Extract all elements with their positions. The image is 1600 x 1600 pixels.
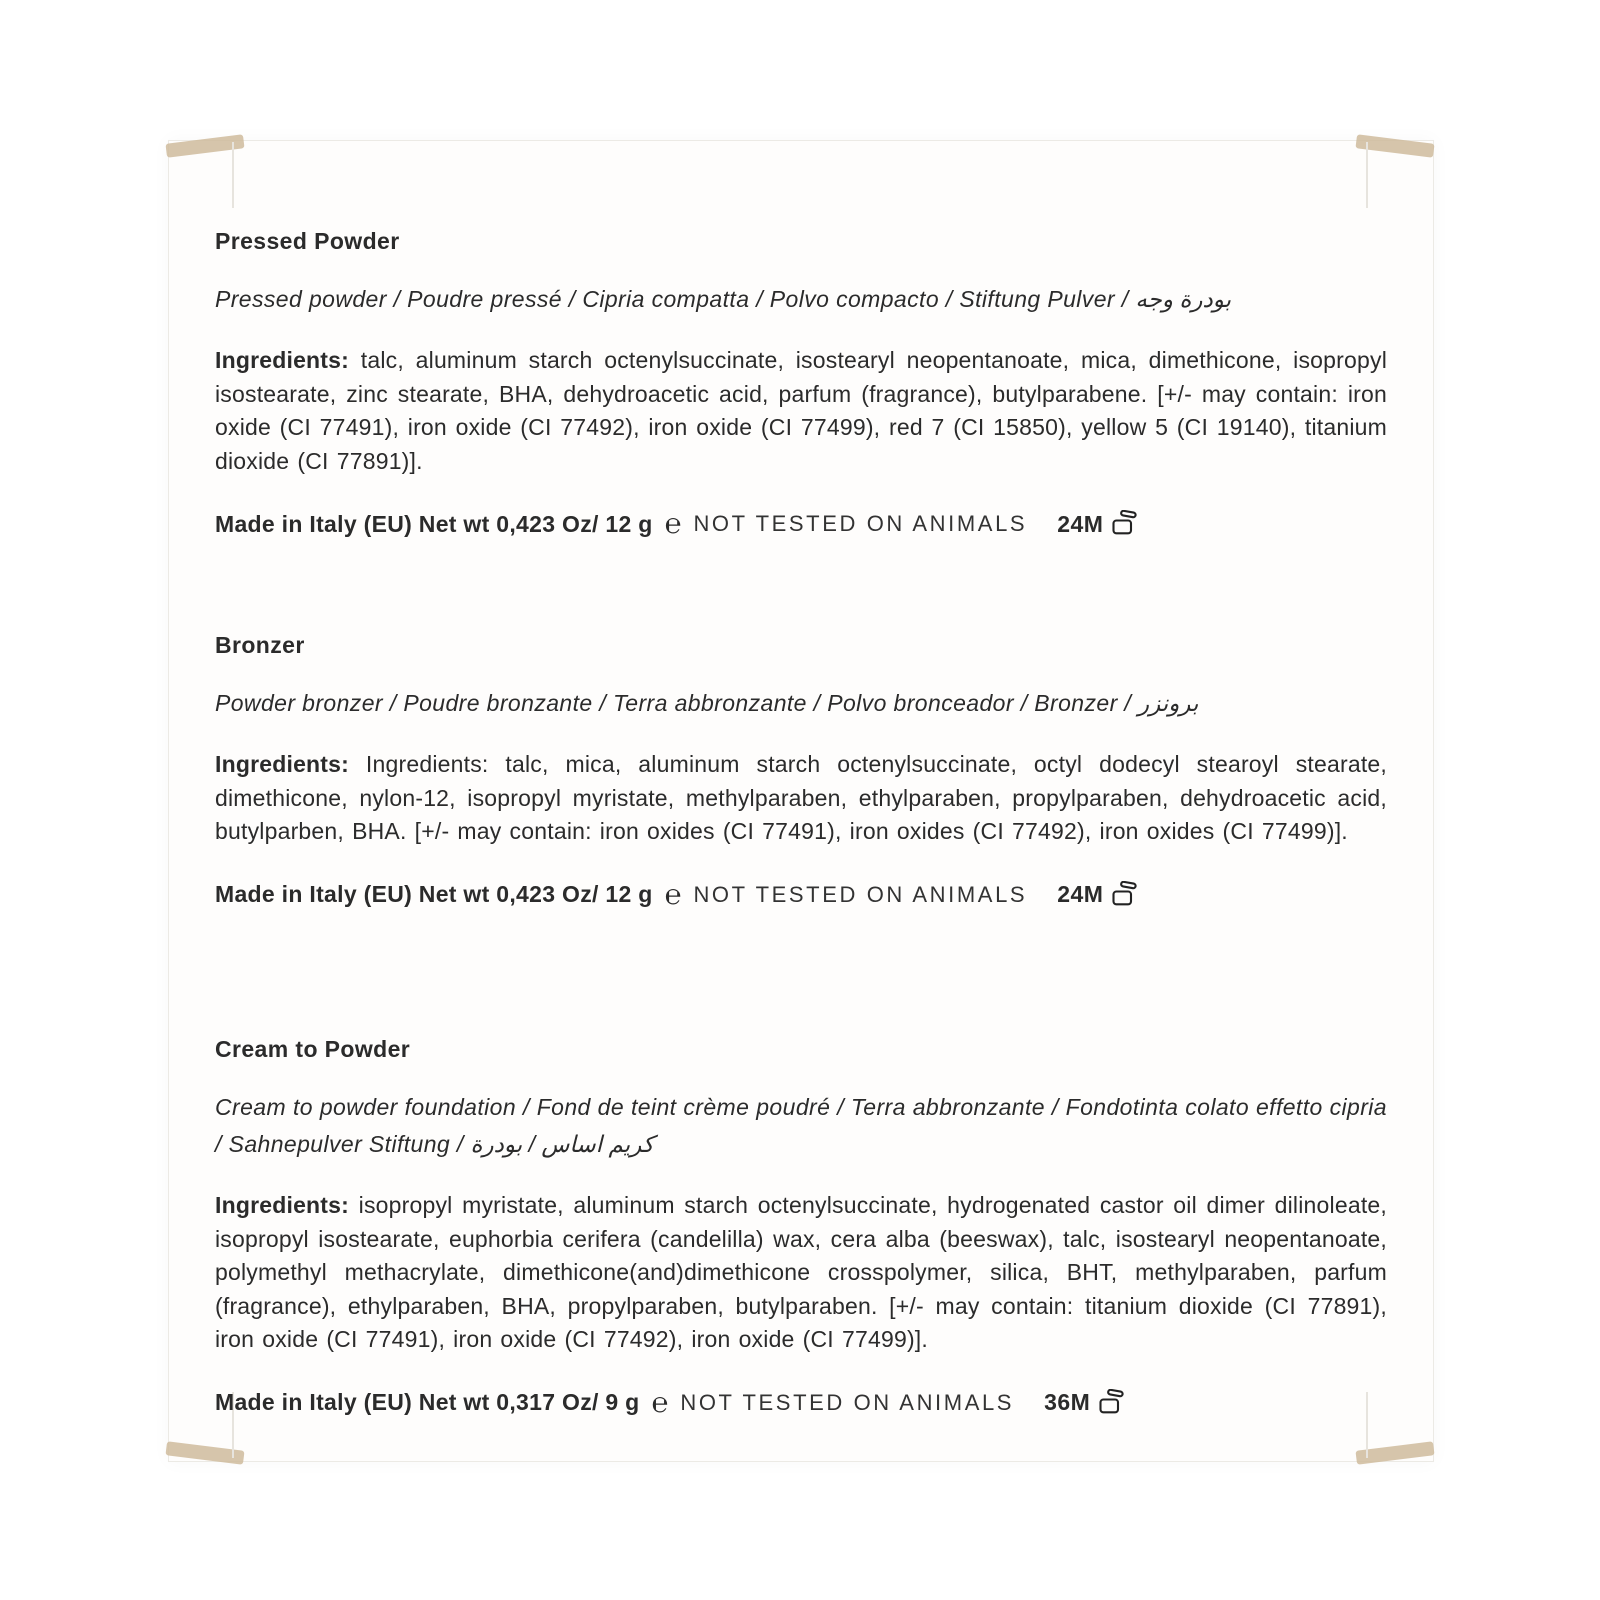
regulatory-line — [215, 878, 1387, 910]
made-in-text: Made in Italy (EU) Net wt 0,423 Oz/ 12 g — [215, 881, 653, 907]
open-jar-icon — [1096, 1389, 1126, 1417]
box-flap-edge — [1366, 142, 1368, 208]
regulatory-line — [215, 1386, 1387, 1418]
made-in-text: Made in Italy (EU) Net wt 0,317 Oz/ 9 g — [215, 1389, 640, 1415]
pao-duration: 24M — [1057, 510, 1104, 537]
product-title: Bronzer — [215, 632, 305, 658]
ingredients-paragraph — [215, 748, 1387, 849]
box-flap-edge — [232, 142, 234, 208]
estimated-sign-icon: ℮ — [664, 878, 682, 910]
product-title: Cream to Powder — [215, 1036, 411, 1062]
estimated-sign-icon: ℮ — [651, 1386, 669, 1418]
ingredients-paragraph — [215, 344, 1387, 478]
pao-duration: 24M — [1057, 881, 1104, 907]
ingredients-label: Ingredients: — [215, 751, 350, 777]
ingredients-text: isopropyl myristate, aluminum starch octenylsuccinate, hydrogenated castor oil dimer dilinoleate, isopropyl isostearate, euphorbia cerifera (candelilla) wax, cera alba (beeswax), talc, isostearyl neopentanoate, polymethyl methacrylate, dimethicone(and)dimethicone crosspolymer, silica, BHT, methylparaben, parfum (fragrance), ethylparaben, BHA, propylparaben, butylparaben. [+/- may contain: titanium dioxide (CI 77891), iron oxide (CI 77491), iron oxide (CI 77492), iron oxide (CI 77499)]. — [215, 1192, 1387, 1352]
not-tested-text: NOT TESTED ON ANIMALS — [693, 511, 1028, 536]
ingredients-label: Ingredients: — [215, 1192, 350, 1218]
product-title: Pressed Powder — [215, 228, 400, 254]
made-in-text: Made in Italy (EU) Net wt 0,423 Oz/ 12 g — [215, 510, 653, 537]
open-jar-icon — [1109, 510, 1139, 538]
ingredients-label: Ingredients: — [215, 347, 350, 373]
open-jar-icon — [1109, 881, 1139, 909]
ingredients-paragraph — [215, 1189, 1387, 1357]
regulatory-line — [215, 510, 1387, 538]
not-tested-text: NOT TESTED ON ANIMALS — [693, 881, 1028, 907]
ingredients-text: Ingredients: talc, mica, aluminum starch octenylsuccinate, octyl dodecyl stearoyl stearate, dimethicone, nylon-12, isopropyl myristate, methylparaben, ethylparaben, propylparaben, dehydroacetic acid, butylparben, BHA. [+/- may contain: iron oxides (CI 77491), iron oxides (CI 77492), iron oxides (CI 77499)]. — [215, 751, 1387, 844]
product-translations: Pressed powder / Poudre pressé / Cipria compatta / Polvo compacto / Stiftung Pulver / بودرة وجه — [215, 286, 1232, 312]
not-tested-text: NOT TESTED ON ANIMALS — [680, 1389, 1015, 1415]
section-cream-to-powder — [215, 1036, 1387, 1417]
product-translations: Cream to powder foundation / Fond de teint crème poudré / Terra abbronzante / Fondotinta colato effetto cipria / Sahnepulver Stiftung / كريم اساس / بودرة — [215, 1094, 1387, 1157]
pao-duration: 36M — [1044, 1389, 1091, 1415]
section-bronzer — [215, 632, 1387, 909]
section-pressed-powder — [215, 228, 1387, 538]
product-translations: Powder bronzer / Poudre bronzante / Terra abbronzante / Polvo bronceador / Bronzer / برونزر — [215, 690, 1199, 716]
estimated-sign-icon: ℮ — [664, 508, 682, 539]
ingredients-text: talc, aluminum starch octenylsuccinate, isostearyl neopentanoate, mica, dimethicone, isopropyl isostearate, zinc stearate, BHA, dehydroacetic acid, parfum (fragrance), butylparabene. [+/- may contain: iron oxide (CI 77491), iron oxide (CI 77492), iron oxide (CI 77499), red 7 (CI 15850), yellow 5 (CI 19140), titanium dioxide (CI 77891)]. — [215, 347, 1388, 474]
